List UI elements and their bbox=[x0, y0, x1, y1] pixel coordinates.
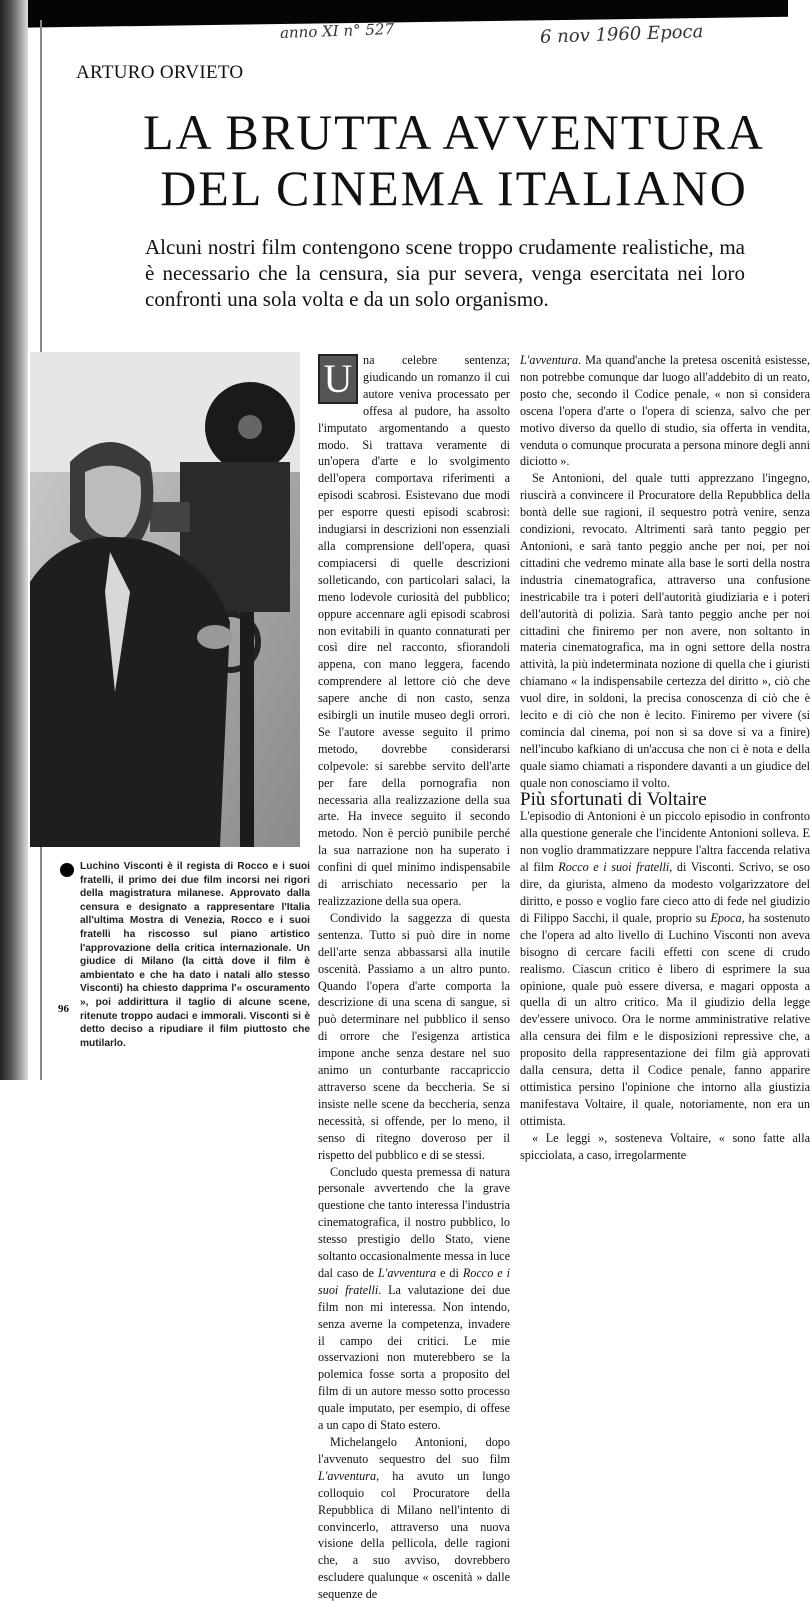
title-line-1: LA BRUTTA AVVENTURA bbox=[142, 104, 765, 160]
paragraph-text: Michelangelo Antonioni, dopo l'avvenuto sequestro del suo film bbox=[318, 1435, 510, 1466]
paragraph bbox=[520, 470, 810, 791]
paragraph-text: , di Visconti. Scrivo, se oso dire, da giurista, almeno da modesto volgarizzatore del diritto, e posso e voglio fare cieco atto di fede nel giudizio di Filippo Sacchi, il quale, proprio su bbox=[520, 860, 810, 925]
italic-title-text: Rocco e i suoi fratelli bbox=[558, 860, 670, 875]
paragraph-text: Se Antonioni, del quale tutti apprezzano l'ingegno, riuscirà a convincere il Procuratore della Repubblica della bontà delle sue ragioni, il sequestro potrà venire, senza condizioni, revocato. Altrimenti sarà tanto peggio per Antonioni, e sarà tanto peggio anche per noi, per noi cittadini che vedremo minate alla base le sorti della nostra industria cinematografica, attraverso una confusione inestricabile tra i poteri dell'autorità giudiziaria e i poteri dell'autorità di polizia. Sarà tanto peggio anche per noi cittadini che finiremo per non avere, non soltanto in materia cinematografica, ma in ogni settore della nostra attività, la più indeterminata nozione di quella che i giuristi chiamano « la indispensabile certezza del diritto », ciò che vuol dire, in soldoni, la precisa conoscenza di ciò che è lecito e di ciò che non è lecito. Finiremo per vivere (si comincia dal cinema, poi non si sa dove si va a finire) nell'incubo kafkiano di un'accusa che non ci è nota e della quale siamo chiamati a rispondere davanti a un giudice del quale non conosciamo il volto. bbox=[520, 471, 810, 790]
paragraph-text: , ha avuto un lungo colloquio col Procuratore della Repubblica di Milano nell'intento di convincerlo, attraverso una nuova visione della pellicola, delle ragioni che, a suo avviso, dovrebbero escludere qualunque « oscenità » dalle sequenze de bbox=[318, 1468, 510, 1602]
paragraph bbox=[520, 1130, 810, 1164]
paragraph-text: . Ma quand'anche la pretesa oscenità esistesse, non potrebbe comunque dar luogo all'addebito di un reato, posto che, secondo il Codice penale, « non si considera oscena l'opera d'arte o l'opera di scienza, salvo che per motivo diverso da quello di studio, sia offerta in vendita, venduta o comunque procurata a persona minore degli anni diciotto ». bbox=[520, 353, 810, 469]
column-1-body bbox=[318, 352, 510, 1603]
page-number: 96 bbox=[58, 1003, 69, 1015]
paragraph bbox=[318, 910, 510, 1164]
italic-title-text: Rocco e i suoi fratelli bbox=[318, 1265, 511, 1297]
handwritten-date-note: 6 nov 1960 Epoca bbox=[539, 21, 704, 48]
italic-title-text: Epoca bbox=[710, 910, 742, 925]
paragraph-text: Condivido la saggezza di questa sentenza. Tutto si può dire in nome dell'arte senza abbassarsi alla inutile oscenità. Passiamo a un altro punto. Quando l'opera d'arte comporta la descrizione di una scena di sangue, si può determinare nel pubblico il senso di orrore che l'esigenza artistica impone anche senza destare nel suo animo un conturbante raccapriccio attraverso scene da beccheria. Se si insiste nelle scene da beccheria, senza necessità, si offende, per lo meno, il senso di ritegno doveroso per il rispetto del pubblico e di se stessi. bbox=[318, 910, 510, 1162]
author-byline: ARTURO ORVIETO bbox=[76, 62, 244, 83]
photo-visconti-with-camera bbox=[30, 352, 300, 847]
article-column-2 bbox=[520, 352, 810, 1164]
italic-title-text: L'avventura bbox=[520, 353, 579, 367]
paragraph bbox=[520, 352, 810, 470]
scan-edge-left bbox=[0, 0, 28, 1080]
italic-title-text: L'avventura bbox=[377, 1265, 437, 1280]
article-column-1 bbox=[318, 352, 510, 1603]
italic-title-text: L'avventura bbox=[318, 1468, 377, 1483]
section-subheading: Più sfortunati di Voltaire bbox=[520, 788, 707, 810]
paragraph-text: . La valutazione dei due film non mi interessa. Non intendo, senza averne la competenza, invadere il campo dei critici. Le mie osservazioni non muterebbero se la polemica fosse sorta a proposito del film di un autore messo sotto processo quale imputato, per esempio, di offese a un capo di Stato estero. bbox=[318, 1282, 510, 1433]
paragraph-text: , ha sostenuto che l'opera ad alto livello di Luchino Visconti non aveva bisogno di cercare facili effetti con scene di crudo realismo. Ciascun critico è libero di esprimere la sua opinione, quale può essere diversa, e magari opposta a quella di un altro critico. Ma il giudizio della legge dev'essere univoco. Ora le norme amministrative relative alla censura dei film e le disposizioni repressive che, a proposito della rappresentazione dei film già approvati dalla censura, detta il Codice penale, fanno apparire ottimistica persino l'opinione che intorno alla giustizia manifestava Voltaire, il quale, notoriamente, non era un ottimista. bbox=[520, 910, 810, 1128]
article-subtitle: Alcuni nostri film contengono scene troppo crudamente realistiche, ma è necessario che la censura, sia pur severa, venga esercitata nei loro confronti una sola volta e da un solo organismo. bbox=[145, 235, 745, 311]
drop-cap: U bbox=[318, 354, 358, 404]
handwritten-issue-note: anno XI n° 527 bbox=[279, 20, 395, 42]
paragraph bbox=[318, 1164, 510, 1435]
paragraph bbox=[318, 1434, 510, 1603]
paragraph-text: Concludo questa premessa di natura personale avvertendo che la grave questione che tanto interessa l'industria cinematografica, il nostro pubblico, lo stesso prestigio dello Stato, viene soltanto occasionalmente messa in luce dal caso de bbox=[318, 1164, 510, 1280]
paragraph-text: « Le leggi », sosteneva Voltaire, « sono fatte alla spicciolata, a caso, irregolarmente bbox=[520, 1130, 810, 1162]
paragraph bbox=[318, 352, 510, 910]
caption-bullet bbox=[60, 863, 74, 877]
paragraph-text: na celebre sentenza; giudicando un romanzo il cui autore veniva processato per offesa al pudore, ha assolto l'imputato argomentando a questo modo. Si trattava veramente di un'opera d'arte e lo svolgimento dell'opera comportava riferimenti a episodi scabrosi. Esistevano due modi per esporre questi episodi scabrosi: indugiarsi in descrizioni non essenziali alla comprensione dell'opera, quasi compiacersi di quelle descrizioni solleticando, con particolari salaci, la meno lodevole curiosità del pubblico; oppure accennare agli episodi scabrosi non evitabili in quanto connaturati per così dire nel racconto, sfiorandoli appena, con mano leggera, facendo comprendere al lettore ciò che deve sapere anche di non casto, senza esibirgli un inutile museo degli orrori. Se l'autore avesse seguito il primo metodo, dovrebbe considerarsi colpevole: si sarebbe servito dell'arte per fare della pornografia non necessaria alla realizzazione della sua arte. Ha invece seguito il secondo metodo. Non è perciò punibile perché la sua narrazione non ha superato i confini di quel minimo indispensabile di arrischiato necessario per la realizzazione della sua opera. bbox=[318, 353, 510, 908]
photo-caption: Luchino Visconti è il regista di Rocco e i suoi fratelli, il primo dei due film incorsi nei rigori della magistratura milanese. Approvato dalla censura e designato a rappresentare l'Italia all'ultima Mostra di Venezia, Rocco e i suoi fratelli ha riscosso sul piano artistico l'approvazione della critica internazionale. Un giudice di Milano (la città dove il film è ambientato e che ha dato i natali allo stesso Visconti) ha chiesto dapprima l'« oscuramento », poi addirittura il taglio di alcune scene, ritenute troppo audaci e immorali. Visconti si è detto deciso a ripudiare il film piuttosto che mutilarlo. bbox=[80, 861, 310, 1049]
paragraph-text: L'episodio di Antonioni è un piccolo episodio in confronto alla questione generale che l'incidente Antonioni solleva. E non voglio drammatizzare neppure l'altra faccenda relativa al film bbox=[520, 809, 810, 875]
paragraph-text: e di bbox=[436, 1265, 463, 1280]
article-title bbox=[120, 104, 788, 216]
paragraph bbox=[520, 808, 810, 1129]
column-2-body-top bbox=[520, 352, 810, 792]
title-line-2: DEL CINEMA ITALIANO bbox=[160, 160, 748, 216]
column-2-body-bottom bbox=[520, 808, 810, 1163]
